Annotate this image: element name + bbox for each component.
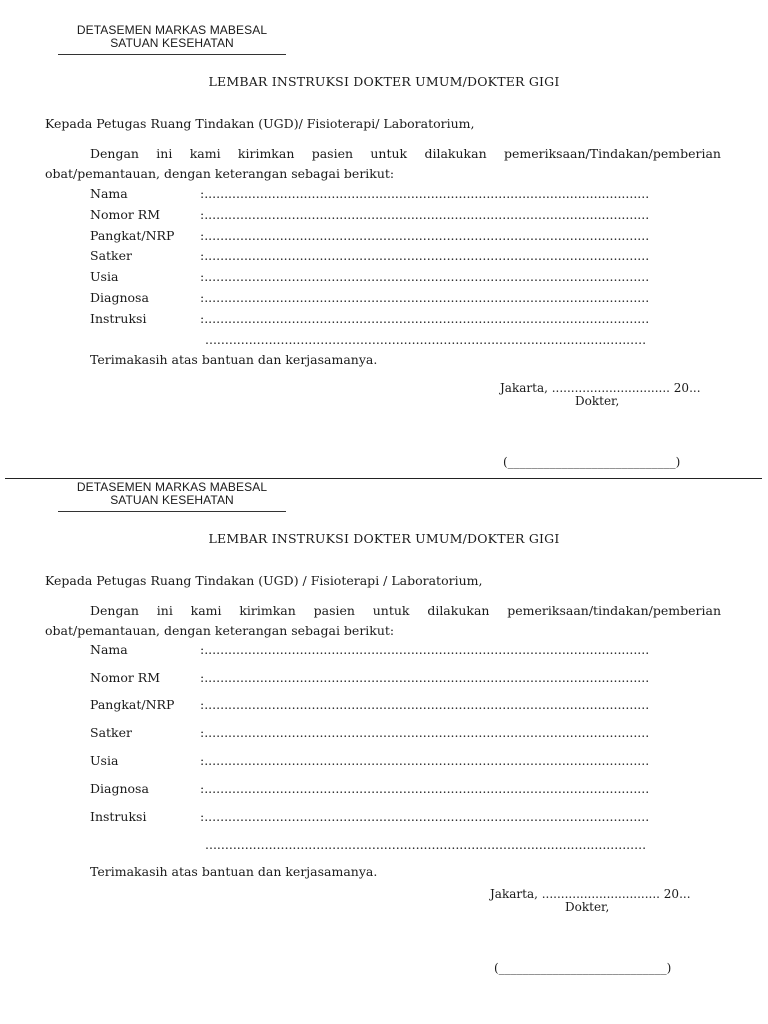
field-nomor-rm[interactable]: :................................................................................................................ <box>200 207 650 222</box>
field-label-diagnosa: Diagnosa <box>90 290 149 305</box>
place-date-line: Jakarta, ............................... 20... <box>490 887 691 901</box>
field-label-usia: Usia <box>90 269 119 284</box>
field-label-instruksi: Instruksi <box>90 809 147 824</box>
recipient-line: Kepada Petugas Ruang Tindakan (UGD)/ Fisioterapi/ Laboratorium, <box>45 116 475 131</box>
unit-header-line2: SATUAN KESEHATAN <box>110 36 234 50</box>
field-satker[interactable]: :................................................................................................................ <box>200 248 650 263</box>
field-label-instruksi: Instruksi <box>90 311 147 326</box>
field-label-nomor-rm: Nomor RM <box>90 670 161 685</box>
field-label-satker: Satker <box>90 248 132 263</box>
instruction-form-bottom <box>0 479 768 1024</box>
signature-line: (____________________________) <box>494 961 672 975</box>
field-label-diagnosa: Diagnosa <box>90 781 149 796</box>
field-pangkat-nrp[interactable]: :................................................................................................................ <box>200 228 650 243</box>
form-title: LEMBAR INSTRUKSI DOKTER UMUM/DOKTER GIGI <box>208 531 560 546</box>
header-underline <box>58 54 286 55</box>
field-usia[interactable]: :................................................................................................................ <box>200 753 650 768</box>
intro-paragraph: Dengan ini kami kirimkan pasien untuk dilakukan pemeriksaan/Tindakan/pemberian obat/pemantauan, dengan keterangan sebagai berikut: <box>45 146 721 181</box>
field-label-nama: Nama <box>90 642 128 657</box>
intro-paragraph: Dengan ini kami kirimkan pasien untuk dilakukan pemeriksaan/tindakan/pemberian obat/pemantauan, dengan keterangan sebagai berikut: <box>45 603 721 638</box>
field-usia[interactable]: :................................................................................................................ <box>200 269 650 284</box>
form-title: LEMBAR INSTRUKSI DOKTER UMUM/DOKTER GIGI <box>208 74 560 89</box>
field-instruksi[interactable]: :................................................................................................................ <box>200 809 650 824</box>
field-label-pangkat-nrp: Pangkat/NRP <box>90 697 175 712</box>
field-nomor-rm[interactable]: :................................................................................................................ <box>200 670 650 685</box>
signatory-title: Dokter, <box>575 394 620 408</box>
field-label-pangkat-nrp: Pangkat/NRP <box>90 228 175 243</box>
field-label-nama: Nama <box>90 186 128 201</box>
unit-header-line2: SATUAN KESEHATAN <box>110 493 234 507</box>
field-label-nomor-rm: Nomor RM <box>90 207 161 222</box>
closing-text: Terimakasih atas bantuan dan kerjasamanya. <box>90 864 378 879</box>
field-instruksi-continuation[interactable]: ............................................................................................................... <box>205 837 647 852</box>
closing-text: Terimakasih atas bantuan dan kerjasamanya. <box>90 352 378 367</box>
header-underline <box>58 511 286 512</box>
field-nama[interactable]: :................................................................................................................ <box>200 642 650 657</box>
signatory-title: Dokter, <box>565 900 610 914</box>
field-diagnosa[interactable]: :................................................................................................................ <box>200 290 650 305</box>
field-instruksi[interactable]: :................................................................................................................ <box>200 311 650 326</box>
field-pangkat-nrp[interactable]: :................................................................................................................ <box>200 697 650 712</box>
signature-line: (____________________________) <box>503 455 681 469</box>
field-label-satker: Satker <box>90 725 132 740</box>
unit-header-line1: DETASEMEN MARKAS MABESAL <box>76 23 268 37</box>
unit-header-line1: DETASEMEN MARKAS MABESAL <box>76 480 268 494</box>
field-instruksi-continuation[interactable]: ............................................................................................................... <box>205 332 647 347</box>
field-diagnosa[interactable]: :................................................................................................................ <box>200 781 650 796</box>
place-date-line: Jakarta, ............................... 20... <box>500 381 701 395</box>
field-satker[interactable]: :................................................................................................................ <box>200 725 650 740</box>
instruction-form-top <box>0 0 768 478</box>
field-label-usia: Usia <box>90 753 119 768</box>
recipient-line: Kepada Petugas Ruang Tindakan (UGD) / Fisioterapi / Laboratorium, <box>45 573 483 588</box>
field-nama[interactable]: :................................................................................................................ <box>200 186 650 201</box>
